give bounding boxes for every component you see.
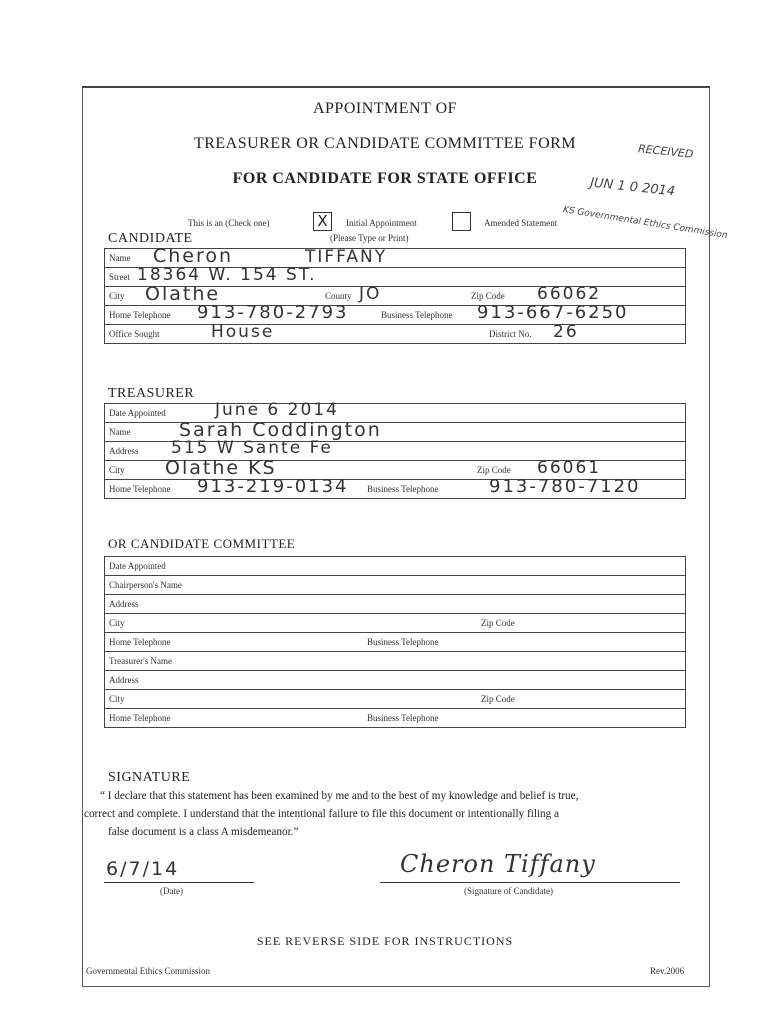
candidate-home-phone-value[interactable]: 913-780-2793 (197, 302, 349, 323)
committee-address-row (105, 595, 685, 614)
treasurer-name-value[interactable]: Sarah Coddington (179, 419, 382, 441)
candidate-county-value[interactable]: JO (359, 284, 382, 304)
treasurer-home-phone-value[interactable]: 913-219-0134 (197, 476, 349, 497)
treasurer-name-label: Name (109, 427, 131, 437)
print-note: (Please Type or Print) (330, 233, 409, 243)
amended-statement-checkbox[interactable] (452, 212, 471, 231)
candidate-district-value[interactable]: 26 (553, 322, 579, 342)
candidate-zip-value[interactable]: 66062 (537, 284, 602, 304)
committee-treasurer-name-row (105, 652, 685, 671)
committee-treasurer-home-phone-label: Home Telephone (109, 713, 171, 723)
committee-treasurer-name-label: Treasurer's Name (109, 656, 173, 666)
candidate-city-value[interactable]: Olathe (145, 283, 221, 305)
committee-treasurer-business-phone-label: Business Telephone (367, 713, 439, 723)
candidate-phone-row (105, 302, 685, 325)
treasurer-date-label: Date Appointed (109, 408, 166, 418)
committee-chair-label: Chairperson's Name (109, 580, 182, 590)
signature-label: (Signature of Candidate) (464, 886, 553, 896)
signature-date-value[interactable]: 6/7/14 (106, 858, 180, 880)
candidate-first-name-value[interactable]: Cheron (153, 245, 234, 267)
candidate-home-phone-label: Home Telephone (109, 310, 171, 320)
footer-rev: Rev.2006 (650, 966, 685, 976)
committee-phone-row (105, 633, 685, 652)
committee-date-label: Date Appointed (109, 561, 166, 571)
treasurer-phone-row (105, 476, 685, 499)
initial-appointment-checkbox[interactable]: X (313, 212, 332, 231)
initial-appointment-label: Initial Appointment (346, 218, 417, 228)
committee-address-label: Address (109, 599, 139, 609)
footer-agency: Governmental Ethics Commission (86, 966, 210, 976)
committee-box (104, 556, 686, 728)
treasurer-date-value[interactable]: June 6 2014 (215, 400, 339, 420)
treasurer-address-value[interactable]: 515 W Sante Fe (171, 438, 333, 458)
form-title-line3: FOR CANDIDATE FOR STATE OFFICE (232, 170, 538, 187)
treasurer-city-value[interactable]: Olathe KS (165, 457, 277, 479)
candidate-business-phone-label: Business Telephone (381, 310, 453, 320)
treasurer-business-phone-value[interactable]: 913-780-7120 (489, 476, 641, 497)
committee-heading: OR CANDIDATE COMMITTEE (108, 536, 296, 551)
declaration-line2: correct and complete. I understand that the intentional failure to file this document or intentionally filing a (84, 808, 560, 820)
treasurer-city-label: City (109, 465, 125, 475)
committee-city-row (105, 614, 685, 633)
candidate-zip-label: Zip Code (471, 291, 505, 301)
check-prompt: This is an (Check one) (188, 218, 270, 228)
candidate-office-value[interactable]: House (211, 322, 275, 342)
committee-date-row (105, 557, 685, 576)
amended-statement-label: Amended Statement (484, 218, 558, 228)
candidate-county-label: County (325, 291, 352, 301)
committee-treasurer-address-label: Address (109, 675, 139, 685)
received-date-stamp: JUN 1 0 2014 (589, 175, 676, 200)
declaration-line1: “ I declare that this statement has been examined by me and to the best of my knowledge and belief is true, (100, 790, 579, 802)
candidate-signature[interactable]: Cheron Tiffany (400, 850, 596, 878)
agency-stamp: KS Governmental Ethics Commission (562, 205, 729, 241)
candidate-heading: CANDIDATE (108, 231, 193, 246)
treasurer-zip-value[interactable]: 66061 (537, 458, 602, 478)
candidate-business-phone-value[interactable]: 913-667-6250 (477, 302, 629, 323)
committee-treasurer-zip-label: Zip Code (481, 694, 515, 704)
candidate-city-label: City (109, 291, 125, 301)
candidate-name-label: Name (109, 253, 131, 263)
date-label: (Date) (160, 886, 183, 896)
committee-business-phone-label: Business Telephone (367, 637, 439, 647)
signature-line (380, 882, 680, 883)
treasurer-box (104, 400, 686, 499)
candidate-office-row (105, 322, 685, 344)
candidate-last-name-value[interactable]: TIFFANY (305, 247, 388, 267)
committee-treasurer-phone-row (105, 709, 685, 728)
candidate-box (104, 245, 686, 344)
date-line (104, 882, 254, 883)
committee-city-label: City (109, 618, 125, 628)
signature-heading: SIGNATURE (108, 770, 191, 785)
committee-treasurer-city-row (105, 690, 685, 709)
committee-treasurer-city-label: City (109, 694, 125, 704)
form-title-line2: TREASURER OR CANDIDATE COMMITTEE FORM (193, 135, 577, 152)
treasurer-address-label: Address (109, 446, 139, 456)
candidate-district-label: District No. (489, 329, 532, 339)
instructions-note: SEE REVERSE SIDE FOR INSTRUCTIONS (256, 934, 514, 948)
committee-zip-label: Zip Code (481, 618, 515, 628)
form-title-line1: APPOINTMENT OF (312, 100, 458, 117)
candidate-office-label: Office Sought (109, 329, 160, 339)
committee-home-phone-label: Home Telephone (109, 637, 171, 647)
treasurer-zip-label: Zip Code (477, 465, 511, 475)
committee-chair-row (105, 576, 685, 595)
committee-treasurer-address-row (105, 671, 685, 690)
declaration-line3: false document is a class A misdemeanor.” (108, 826, 299, 838)
treasurer-home-phone-label: Home Telephone (109, 484, 171, 494)
candidate-street-label: Street (109, 272, 130, 282)
treasurer-business-phone-label: Business Telephone (367, 484, 439, 494)
candidate-street-value[interactable]: 18364 W. 154 ST. (137, 265, 317, 285)
treasurer-heading: TREASURER (108, 386, 195, 401)
received-stamp: RECEIVED (637, 142, 694, 161)
